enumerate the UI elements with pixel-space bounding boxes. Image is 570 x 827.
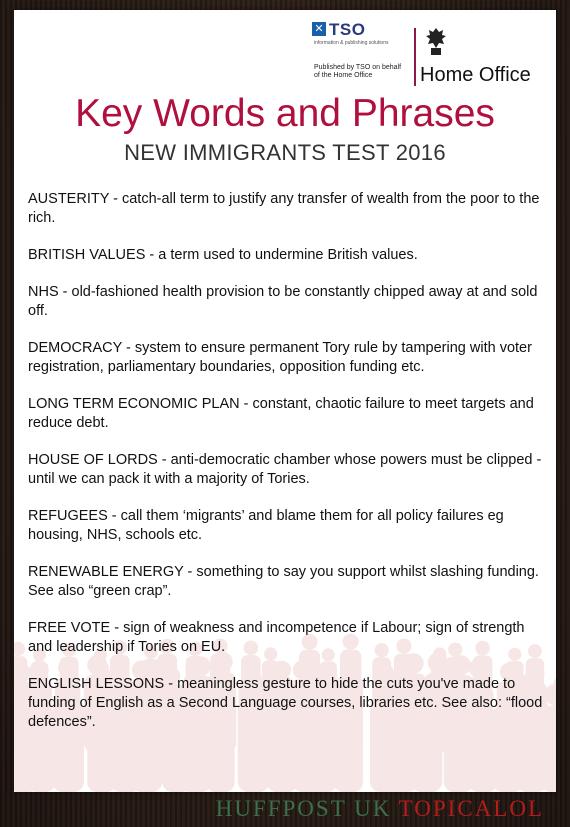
home-office-logo-text: Home Office (420, 64, 531, 86)
term-refugees: REFUGEES - call them ‘migrants’ and blame them for all policy failures eg housing, NHS, schools etc. (28, 508, 504, 543)
term-british-values: BRITISH VALUES - a term used to undermine British values. (28, 247, 418, 263)
document-card (14, 10, 556, 792)
publisher-logos (310, 20, 550, 88)
term-free-vote: FREE VOTE - sign of weakness and incompetence if Labour; sign of strength and leadership if Tories on EU. (28, 620, 525, 655)
tso-tagline: information & publishing solutions (314, 40, 389, 46)
term-democracy: DEMOCRACY - system to ensure permanent Tory rule by tampering with voter registration, parliamentary boundaries, opposition funding etc. (28, 340, 532, 375)
tso-published-note: Published by TSO on behalf of the Home Office (314, 64, 402, 79)
page-title: Key Words and Phrases (75, 92, 495, 135)
term-house-of-lords: HOUSE OF LORDS - anti-democratic chamber whose powers must be clipped - until we can pack it with a majority of Tories. (28, 452, 542, 487)
term-list (28, 190, 548, 750)
footer-branding (0, 796, 570, 822)
logo-divider (414, 28, 416, 86)
term-long-term-economic-plan: LONG TERM ECONOMIC PLAN - constant, chaotic failure to meet targets and reduce debt. (28, 396, 534, 431)
term-renewable-energy: RENEWABLE ENERGY - something to say you support whilst slashing funding. See also “green crap”. (28, 564, 539, 599)
tso-logo-text: TSO (329, 20, 366, 39)
royal-crest-icon (422, 26, 450, 58)
term-austerity: AUSTERITY - catch-all term to justify any transfer of wealth from the poor to the rich. (28, 191, 540, 226)
term-english-lessons: ENGLISH LESSONS - meaningless gesture to hide the cuts you've made to funding of English as a Second Language courses, libraries etc. See also: “flood defences”. (28, 676, 543, 730)
topicalol-logo-text: TOPICALOL (398, 796, 544, 821)
huffpost-logo-text: HUFFPOST UK (215, 796, 399, 821)
term-nhs: NHS - old-fashioned health provision to be constantly chipped away at and sold off. (28, 284, 538, 319)
page-subtitle: NEW IMMIGRANTS TEST 2016 (124, 140, 446, 165)
tso-logo-icon: ✕ (312, 22, 326, 36)
